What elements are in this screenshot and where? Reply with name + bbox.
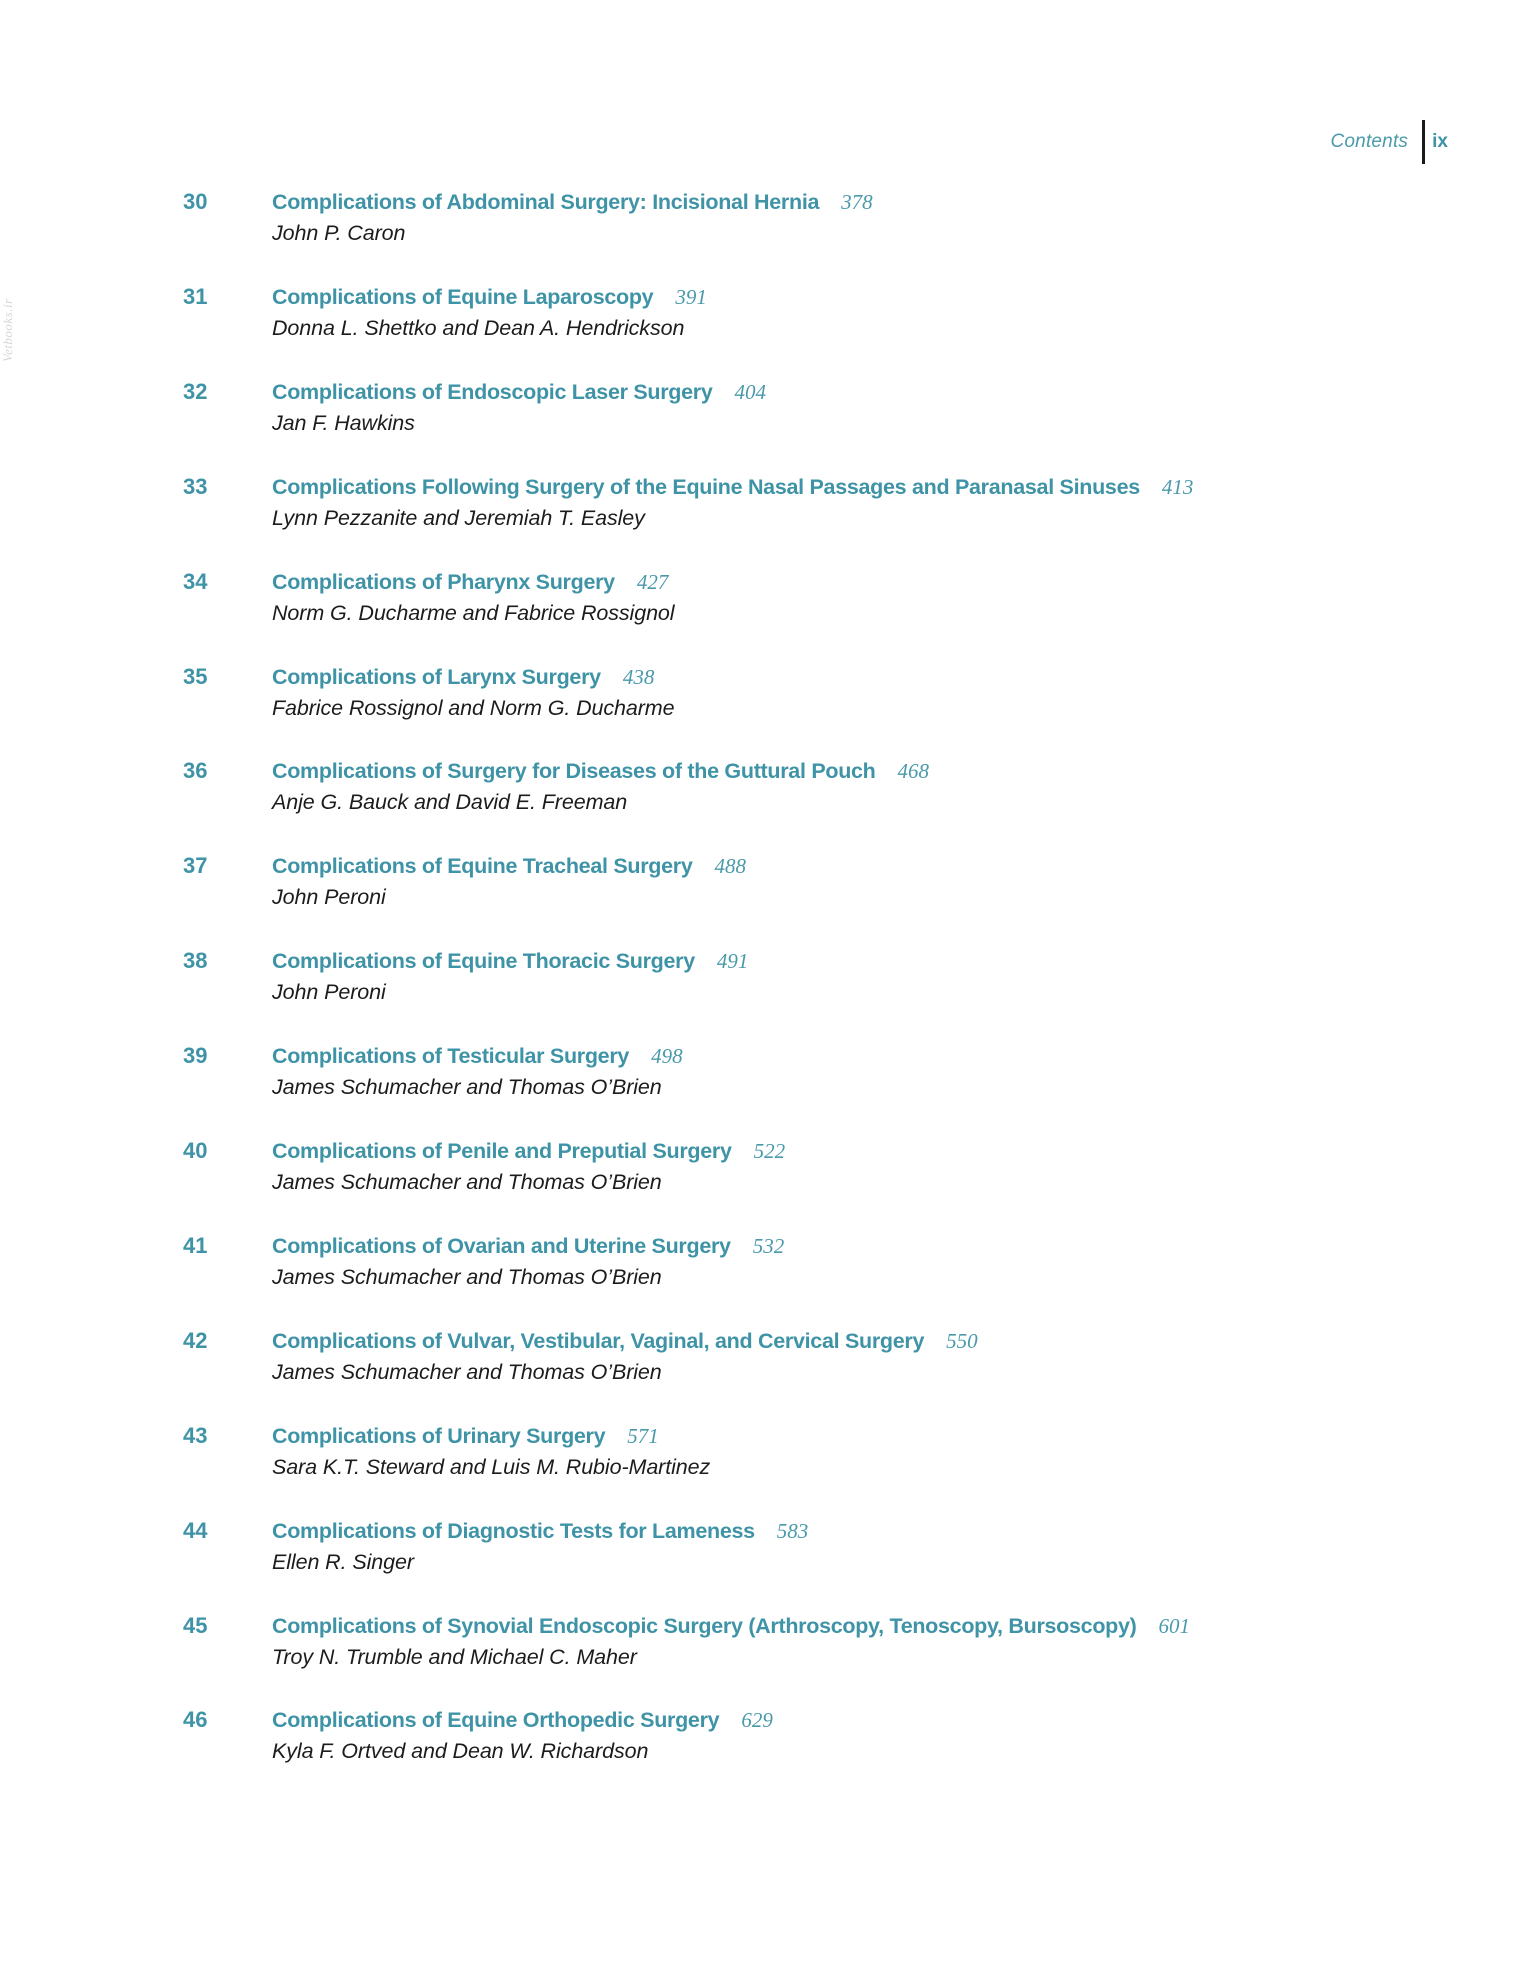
chapter-title[interactable]: Complications of Abdominal Surgery: Incisional Hernia [272,190,820,214]
chapter-page-number[interactable]: 413 [1161,475,1194,499]
running-head [1330,120,1448,164]
chapter-title-line [272,567,668,600]
chapter-title-line [272,662,654,695]
chapter-title-line [272,1516,808,1549]
chapter-title[interactable]: Complications of Equine Tracheal Surgery [272,854,693,878]
chapter-title-line [272,946,748,979]
chapter-authors: Kyla F. Ortved and Dean W. Richardson [272,1739,649,1763]
toc-entry [0,282,1540,346]
chapter-title[interactable]: Complications of Synovial Endoscopic Surgery (Arthroscopy, Tenoscopy, Bursoscopy) [272,1614,1137,1638]
chapter-number: 45 [183,1613,208,1638]
chapter-title-line [272,756,929,789]
chapter-number: 43 [183,1423,208,1448]
toc-entry [0,756,1540,820]
toc-entry [0,1326,1540,1390]
chapter-authors: Fabrice Rossignol and Norm G. Ducharme [272,696,675,720]
chapter-authors: James Schumacher and Thomas O’Brien [272,1075,662,1099]
chapter-title[interactable]: Complications of Diagnostic Tests for Lameness [272,1519,755,1543]
chapter-title[interactable]: Complications of Equine Laparoscopy [272,285,654,309]
chapter-title[interactable]: Complications of Surgery for Diseases of the Guttural Pouch [272,759,876,783]
toc-entry [0,1705,1540,1769]
chapter-title-line [272,1326,978,1359]
toc-entry [0,1231,1540,1295]
chapter-authors: John Peroni [272,980,386,1004]
chapter-page-number[interactable]: 522 [753,1139,786,1163]
chapter-title[interactable]: Complications Following Surgery of the Equine Nasal Passages and Paranasal Sinuses [272,475,1140,499]
chapter-title-line [272,377,766,410]
toc-entry [0,472,1540,536]
running-head-rule [1422,120,1425,164]
chapter-authors: Sara K.T. Steward and Luis M. Rubio-Martinez [272,1455,711,1479]
chapter-title[interactable]: Complications of Equine Thoracic Surgery [272,949,695,973]
chapter-number: 31 [183,284,208,309]
chapter-title[interactable]: Complications of Pharynx Surgery [272,570,615,594]
chapter-number: 36 [183,758,208,783]
chapter-title[interactable]: Complications of Vulvar, Vestibular, Vaginal, and Cervical Surgery [272,1329,925,1353]
chapter-page-number[interactable]: 629 [741,1708,773,1732]
chapter-title[interactable]: Complications of Urinary Surgery [272,1424,606,1448]
chapter-page-number[interactable]: 438 [622,665,655,689]
chapter-title-line [272,1041,683,1074]
toc-entry [0,662,1540,726]
chapter-number: 33 [183,474,208,499]
chapter-number: 40 [183,1138,208,1163]
toc-entry [0,567,1540,631]
chapter-page-number[interactable]: 550 [946,1329,978,1353]
chapter-number: 44 [183,1518,208,1543]
chapter-authors: James Schumacher and Thomas O’Brien [272,1170,662,1194]
chapter-authors: John P. Caron [272,221,406,245]
chapter-title[interactable]: Complications of Penile and Preputial Surgery [272,1139,732,1163]
toc-entry [0,1421,1540,1485]
chapter-authors: Jan F. Hawkins [272,411,415,435]
chapter-number: 30 [183,189,208,214]
chapter-authors: Anje G. Bauck and David E. Freeman [272,790,628,814]
chapter-page-number[interactable]: 468 [897,759,930,783]
chapter-number: 41 [183,1233,208,1258]
toc-entry [0,187,1540,251]
chapter-number: 37 [183,853,208,878]
chapter-page-number[interactable]: 491 [716,949,749,973]
chapter-title-line [272,1231,784,1264]
toc-entry [0,851,1540,915]
chapter-title[interactable]: Complications of Testicular Surgery [272,1044,630,1068]
chapter-page-number[interactable]: 601 [1158,1614,1191,1638]
chapter-title-line [272,1421,659,1454]
chapter-title-line [272,1705,773,1738]
chapter-authors: Lynn Pezzanite and Jeremiah T. Easley [272,506,645,530]
chapter-title[interactable]: Complications of Ovarian and Uterine Surgery [272,1234,731,1258]
chapter-authors: John Peroni [272,885,386,909]
chapter-number: 46 [183,1707,208,1732]
chapter-title-line [272,1136,785,1169]
chapter-authors: James Schumacher and Thomas O’Brien [272,1265,662,1289]
chapter-title[interactable]: Complications of Endoscopic Laser Surgery [272,380,713,404]
chapter-page-number[interactable]: 427 [636,570,669,594]
chapter-authors: Norm G. Ducharme and Fabrice Rossignol [272,601,675,625]
chapter-title-line [272,187,873,220]
chapter-title-line [272,472,1193,505]
toc-entry [0,1041,1540,1105]
toc-entry [0,1611,1540,1675]
chapter-authors: James Schumacher and Thomas O’Brien [272,1360,662,1384]
chapter-authors: Ellen R. Singer [272,1550,414,1574]
watermark: Vetbooks.ir [0,298,15,362]
chapter-page-number[interactable]: 488 [714,854,746,878]
chapter-title[interactable]: Complications of Equine Orthopedic Surgery [272,1708,720,1732]
chapter-page-number[interactable]: 404 [734,380,766,404]
chapter-number: 38 [183,948,208,973]
chapter-page-number[interactable]: 532 [752,1234,785,1258]
chapter-title-line [272,851,746,884]
page-folio: ix [1432,131,1448,152]
chapter-page-number[interactable]: 378 [841,190,873,214]
chapter-number: 42 [183,1328,208,1353]
toc-entry [0,377,1540,441]
chapter-title-line [272,1611,1190,1644]
chapter-authors: Donna L. Shettko and Dean A. Hendrickson [272,316,685,340]
toc-entry [0,1516,1540,1580]
chapter-number: 39 [183,1043,208,1068]
chapter-title[interactable]: Complications of Larynx Surgery [272,665,601,689]
toc-entry [0,946,1540,1010]
running-head-section: Contents [1330,131,1409,152]
chapter-page-number[interactable]: 583 [776,1519,809,1543]
chapter-title-line [272,282,707,315]
chapter-number: 35 [183,664,208,689]
toc-entry [0,1136,1540,1200]
chapter-page-number[interactable]: 571 [627,1424,659,1448]
chapter-page-number[interactable]: 391 [675,285,707,309]
chapter-page-number[interactable]: 498 [651,1044,683,1068]
chapter-number: 32 [183,379,208,404]
chapter-authors: Troy N. Trumble and Michael C. Maher [272,1645,637,1669]
chapter-number: 34 [183,569,208,594]
